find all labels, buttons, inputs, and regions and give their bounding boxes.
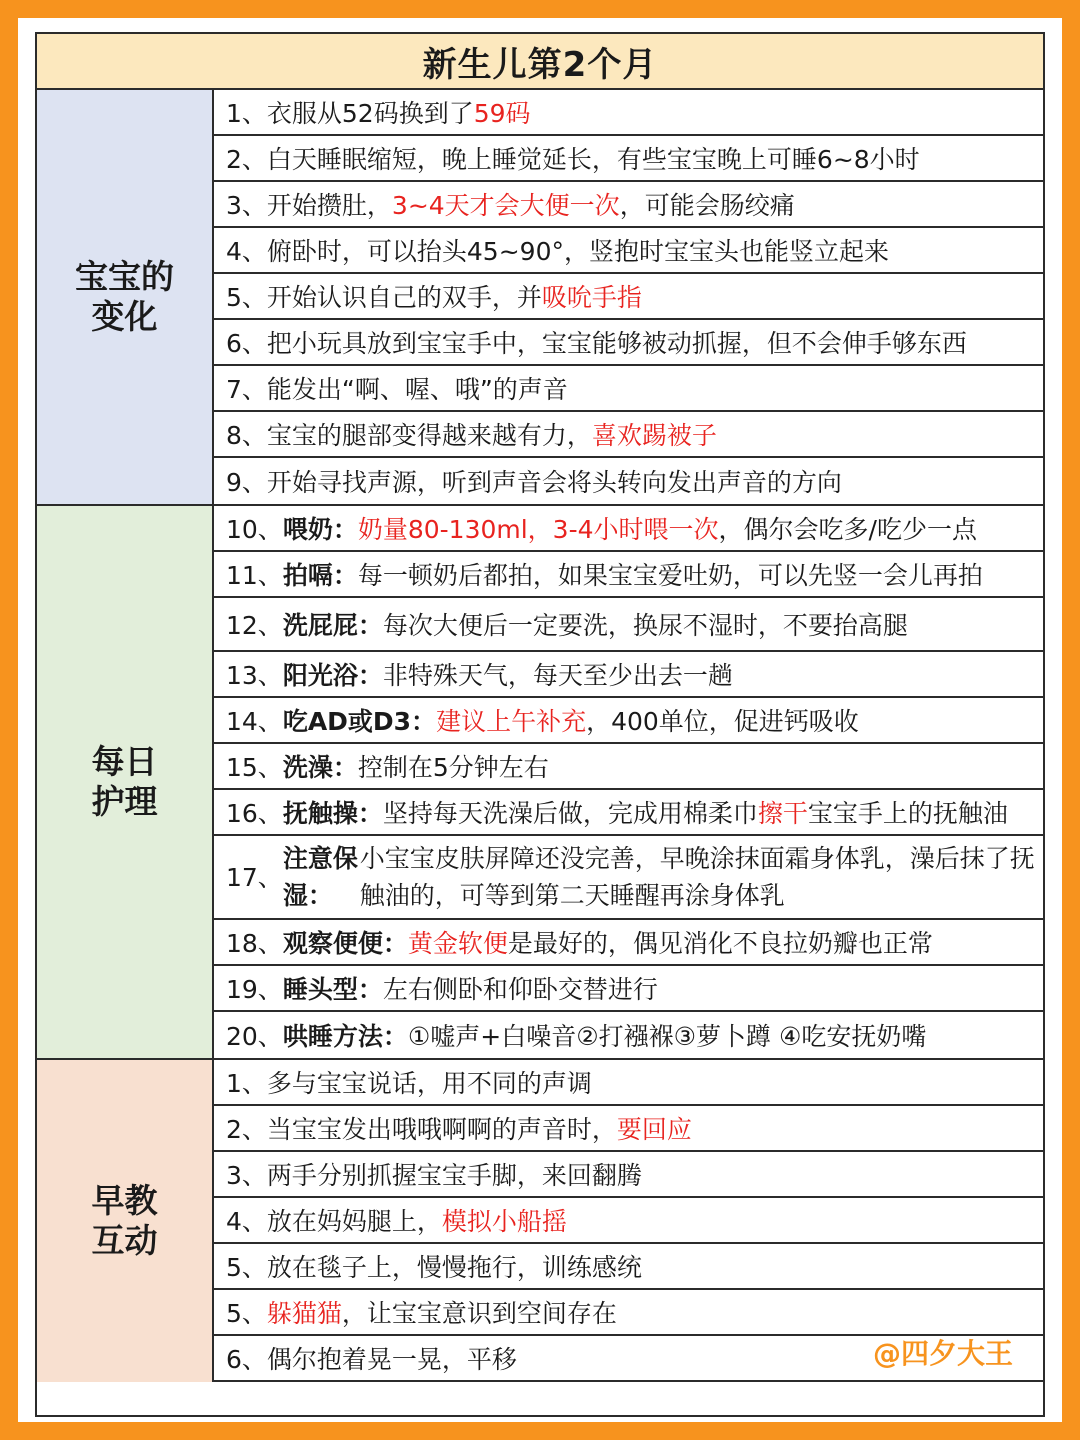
row-text: 3~4天才会大便一次 xyxy=(391,191,620,220)
table-row xyxy=(214,136,1043,182)
section-label: 早教 互动 xyxy=(37,1060,214,1382)
row-text: 1、多与宝宝说话，用不同的声调 xyxy=(226,1069,592,1098)
table-row xyxy=(214,458,1043,504)
row-text: ，偶尔会吃多/吃少一点 xyxy=(718,515,977,544)
table-row xyxy=(214,698,1043,744)
row-text: 坚持每天洗澡后做，完成用棉柔巾 xyxy=(382,799,758,828)
watermark: @四夕大王 xyxy=(872,1337,1013,1370)
section-label: 每日 护理 xyxy=(37,506,214,1058)
row-text: 5、 xyxy=(226,1299,267,1328)
table-row xyxy=(214,652,1043,698)
row-text: 4、俯卧时，可以抬头45~90°，竖抱时宝宝头也能竖立起来 xyxy=(226,237,889,266)
section-early-education xyxy=(37,1060,1043,1382)
row-text: 5、开始认识自己的双手，并 xyxy=(226,283,542,312)
row-text: 59码 xyxy=(473,99,531,128)
table-row xyxy=(214,412,1043,458)
row-text: 3、两手分别抓握宝宝手脚，来回翻腾 xyxy=(226,1161,642,1190)
row-text: 1、衣服从52码换到了 xyxy=(226,99,474,128)
row-text: 13、 xyxy=(226,661,283,690)
table-row xyxy=(214,920,1043,966)
row-text: 黄金软便 xyxy=(407,929,508,958)
row-text: 洗澡： xyxy=(282,753,358,782)
section-daily-care xyxy=(37,506,1043,1060)
row-text: 躲猫猫 xyxy=(266,1299,342,1328)
row-text: 5、放在毯子上，慢慢拖行，训练感统 xyxy=(226,1253,642,1282)
row-list xyxy=(214,506,1043,1058)
table-row xyxy=(214,228,1043,274)
row-text: 每次大便后一定要洗，换尿不湿时，不要抬高腿 xyxy=(382,611,908,640)
row-text: 20、 xyxy=(226,1022,283,1051)
table-row xyxy=(214,274,1043,320)
row-text: 6、偶尔抱着晃一晃，平移 xyxy=(226,1345,517,1374)
row-text: 左右侧卧和仰卧交替进行 xyxy=(382,975,658,1004)
row-text: 7、能发出“啊、喔、哦”的声音 xyxy=(226,375,568,404)
row-text: 抚触操： xyxy=(282,799,383,828)
table-row xyxy=(214,1198,1043,1244)
row-text: 拍嗝： xyxy=(282,561,358,590)
row-text: 10、 xyxy=(226,515,283,544)
row-text: 18、 xyxy=(226,929,283,958)
table-row xyxy=(214,790,1043,836)
row-text: ，400单位，促进钙吸收 xyxy=(586,707,859,736)
row-text: 哄睡方法： xyxy=(282,1022,408,1051)
row-text: 洗屁屁： xyxy=(282,611,383,640)
row-text: 注意保湿： xyxy=(282,844,358,910)
table-row xyxy=(214,506,1043,552)
row-text: 小宝宝皮肤屏障还没完善，早晚涂抹面霜身体乳，澡后抹了抚触油的，可等到第二天睡醒再涂身体乳 xyxy=(359,844,1035,910)
row-text: 奶量80-130ml，3-4小时喂一次 xyxy=(357,515,719,544)
row-text: 控制在5分钟左右 xyxy=(357,753,549,782)
row-text: 建议上午补充 xyxy=(436,707,587,736)
row-text: 要回应 xyxy=(616,1115,692,1144)
table-row xyxy=(214,1012,1043,1058)
section-baby-changes xyxy=(37,90,1043,506)
row-text: 擦干 xyxy=(757,799,808,828)
row-text: 吃AD或D3： xyxy=(282,707,437,736)
table-row xyxy=(214,744,1043,790)
row-text: 17、 xyxy=(226,862,283,892)
row-list xyxy=(214,1060,1043,1382)
table-row xyxy=(214,966,1043,1012)
row-text: 9、开始寻找声源，听到声音会将头转向发出声音的方向 xyxy=(226,468,842,497)
table-row xyxy=(214,1106,1043,1152)
row-text: 12、 xyxy=(226,611,283,640)
row-text: 吸吮手指 xyxy=(541,283,642,312)
row-text: 3、开始攒肚， xyxy=(226,191,392,220)
table-row xyxy=(214,366,1043,412)
row-text: 喜欢踢被子 xyxy=(591,421,717,450)
row-text: 2、白天睡眠缩短，晚上睡觉延长，有些宝宝晚上可睡6~8小时 xyxy=(226,145,920,174)
row-text: 阳光浴： xyxy=(282,661,383,690)
table-row xyxy=(214,836,1043,920)
row-list xyxy=(214,90,1043,504)
row-text: 16、 xyxy=(226,799,283,828)
table-row xyxy=(214,1244,1043,1290)
row-text: 喂奶： xyxy=(282,515,358,544)
row-text: 11、 xyxy=(226,561,283,590)
row-text: 睡头型： xyxy=(282,975,383,1004)
row-text: 是最好的，偶见消化不良拉奶瓣也正常 xyxy=(507,929,933,958)
info-table xyxy=(35,32,1045,1417)
row-text: 宝宝手上的抚触油 xyxy=(807,799,1008,828)
row-text: 19、 xyxy=(226,975,283,1004)
table-row xyxy=(214,1152,1043,1198)
table-row xyxy=(214,1290,1043,1336)
table-row xyxy=(214,182,1043,228)
table-row xyxy=(214,598,1043,652)
row-text: ，让宝宝意识到空间存在 xyxy=(341,1299,617,1328)
row-text: 非特殊天气，每天至少出去一趟 xyxy=(382,661,733,690)
row-text: ①嘘声+白噪音②打襁褓③萝卜蹲 ④吃安抚奶嘴 xyxy=(407,1022,927,1051)
table-row xyxy=(214,90,1043,136)
table-row xyxy=(214,552,1043,598)
row-text: ，可能会肠绞痛 xyxy=(619,191,795,220)
row-text: 模拟小船摇 xyxy=(441,1207,567,1236)
row-text: 4、放在妈妈腿上， xyxy=(226,1207,442,1236)
row-text: 2、当宝宝发出哦哦啊啊的声音时， xyxy=(226,1115,617,1144)
row-text: 6、把小玩具放到宝宝手中，宝宝能够被动抓握，但不会伸手够东西 xyxy=(226,329,967,358)
row-text: 每一顿奶后都拍，如果宝宝爱吐奶，可以先竖一会儿再拍 xyxy=(357,561,983,590)
row-text: 观察便便： xyxy=(282,929,408,958)
table-row xyxy=(214,1060,1043,1106)
section-label: 宝宝的 变化 xyxy=(37,90,214,504)
row-text: 14、 xyxy=(226,707,283,736)
table-row xyxy=(214,320,1043,366)
row-text: 8、宝宝的腿部变得越来越有力， xyxy=(226,421,592,450)
row-text: 15、 xyxy=(226,753,283,782)
page-title: 新生儿第2个月 xyxy=(37,34,1043,90)
